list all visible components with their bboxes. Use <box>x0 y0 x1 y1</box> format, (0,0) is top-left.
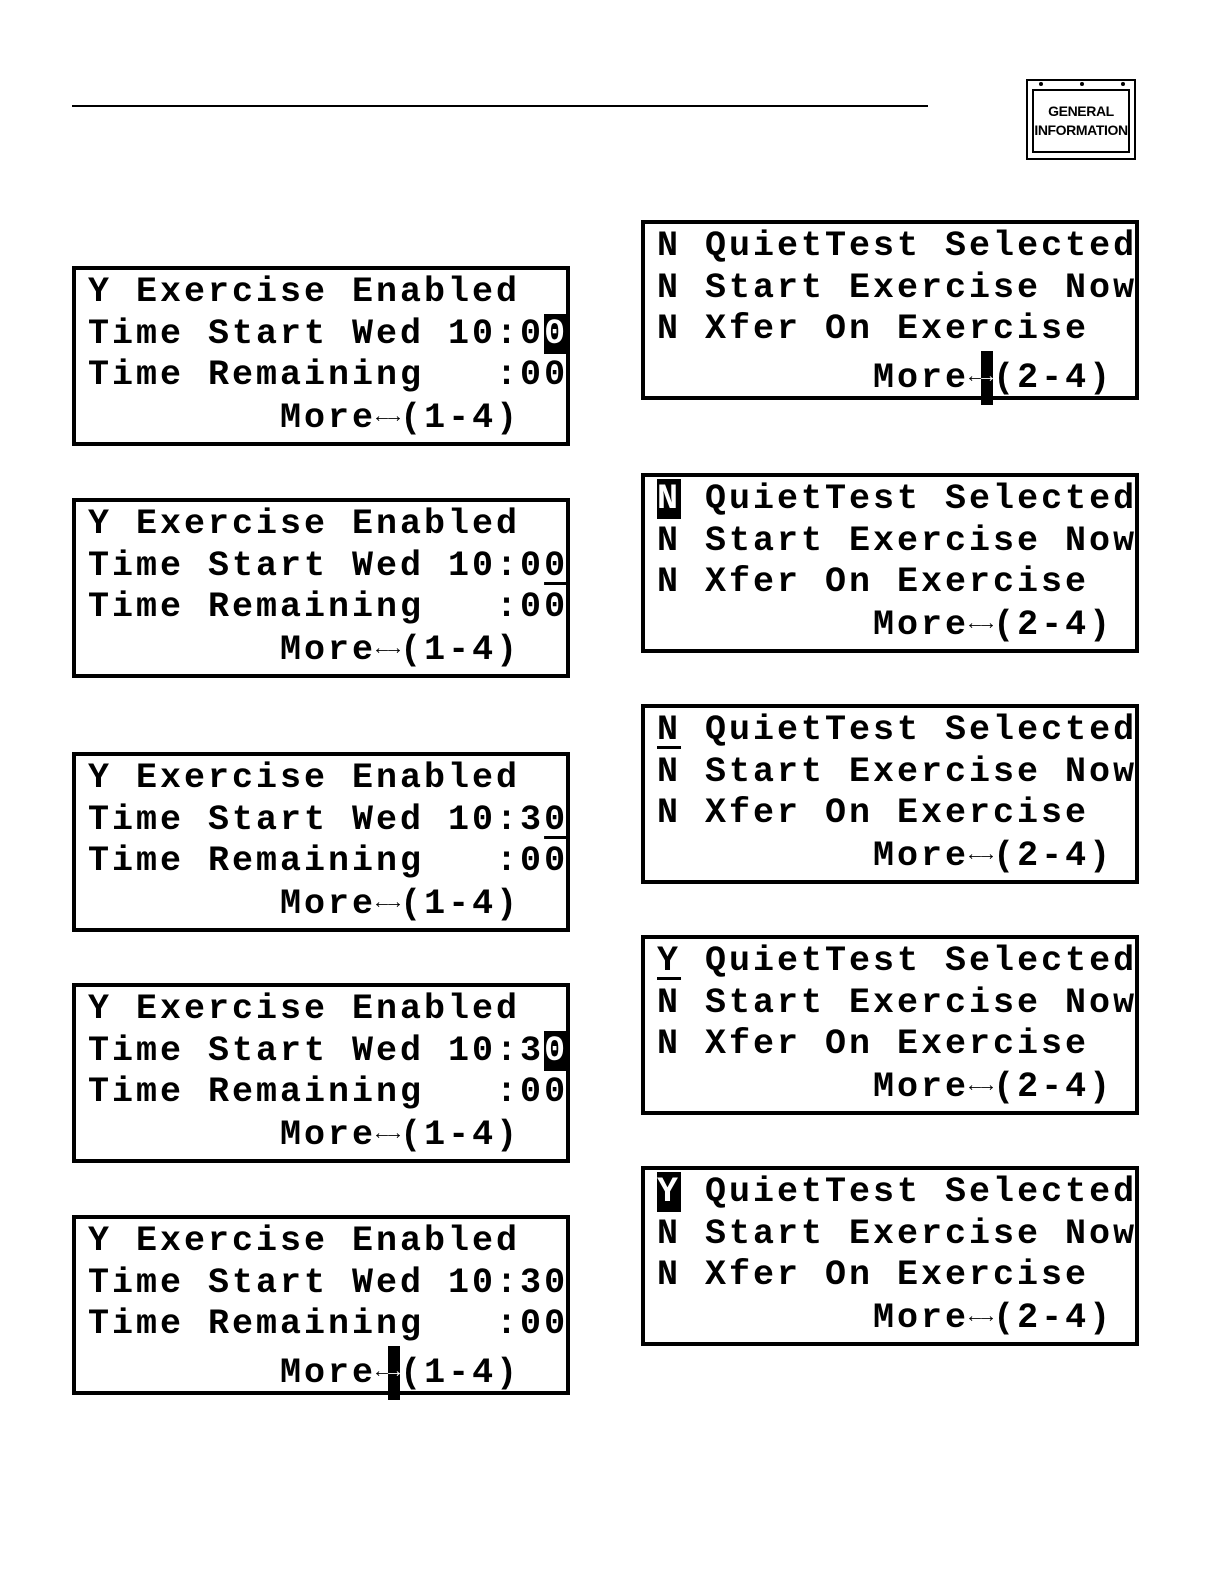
lcd-line-start-exercise: N Start Exercise Now <box>657 982 1138 1023</box>
more-arrows-icon <box>969 604 993 646</box>
more-arrows-icon <box>969 351 993 405</box>
quiettest-flag-cursor: Y <box>657 941 682 981</box>
lcd-display-quiettest-3 <box>641 704 1139 884</box>
more-arrows-icon <box>969 1066 993 1108</box>
time-remaining-digit: 0 <box>544 1304 569 1345</box>
cursor-minute-digit: 0 <box>544 313 569 354</box>
more-label: More <box>657 358 970 399</box>
lcd-line-time-start <box>88 313 569 356</box>
lcd-line-xfer: N Xfer On Exercise <box>657 1255 1090 1296</box>
lcd-line-exercise-enabled: Y Exercise Enabled <box>88 758 521 798</box>
header-rule <box>72 105 928 107</box>
page-indicator: (2-4) <box>993 836 1114 877</box>
lcd-line-more <box>657 835 1135 877</box>
lcd-line-xfer: N Xfer On Exercise <box>657 562 1090 603</box>
tab-rivet-icon <box>1080 82 1084 86</box>
left-arrow-icon: ← <box>969 366 982 390</box>
lcd-line-xfer: N Xfer On Exercise <box>657 793 1090 834</box>
lcd-line-time-start <box>88 799 569 842</box>
quiettest-flag-cursor: Y <box>657 1172 682 1212</box>
more-arrows-icon <box>376 629 400 671</box>
lcd-line-more <box>88 629 566 671</box>
quiettest-flag: N <box>657 226 682 266</box>
lcd-line-more <box>88 883 566 925</box>
lcd-line-quiettest <box>657 479 1138 521</box>
lcd-line-start-exercise: N Start Exercise Now <box>657 751 1138 792</box>
quiettest-text: QuietTest Selected <box>681 941 1138 981</box>
left-arrow-icon: ← <box>969 1075 982 1099</box>
more-arrows-icon <box>376 883 400 925</box>
time-remaining-text: Time Remaining :0 <box>88 841 545 882</box>
time-remaining-digit: 0 <box>544 587 569 628</box>
more-label: More <box>657 1298 970 1339</box>
lcd-display-exercise-3 <box>72 752 570 932</box>
left-arrow-icon: ← <box>376 1123 389 1147</box>
more-label: More <box>657 836 970 877</box>
cursor-minute-digit: 0 <box>544 545 569 586</box>
time-start-text: Time Start Wed 10:3 <box>88 799 545 840</box>
tab-rivet-icon <box>1121 82 1125 86</box>
lcd-display-exercise-2 <box>72 498 570 678</box>
time-remaining-digit: 0 <box>544 1072 569 1113</box>
right-arrow-icon: → <box>388 1123 401 1147</box>
page-indicator: (2-4) <box>993 1067 1114 1108</box>
lcd-line-more <box>657 1066 1135 1108</box>
lcd-line-more <box>657 604 1135 646</box>
tab-label-line1: GENERAL <box>1048 103 1114 119</box>
cursor-minute-digit: 0 <box>544 1030 569 1071</box>
right-arrow-cursor-icon: → <box>388 1346 400 1400</box>
lcd-display-exercise-1 <box>72 266 570 446</box>
lcd-line-quiettest <box>657 226 1138 268</box>
right-arrow-icon: → <box>981 613 994 637</box>
lcd-line-quiettest <box>657 710 1138 752</box>
right-arrow-icon: → <box>981 844 994 868</box>
time-remaining-text: Time Remaining :0 <box>88 1304 545 1345</box>
minute-digit: 0 <box>544 1262 569 1303</box>
time-remaining-text: Time Remaining :0 <box>88 1072 545 1113</box>
tab-label-line2: INFORMATION <box>1034 122 1128 138</box>
more-arrows-icon <box>969 1297 993 1339</box>
quiettest-text: QuietTest Selected <box>681 479 1138 519</box>
lcd-line-exercise-enabled: Y Exercise Enabled <box>88 989 521 1029</box>
lcd-line-quiettest <box>657 1172 1138 1214</box>
right-arrow-icon: → <box>388 638 401 662</box>
time-start-text: Time Start Wed 10:3 <box>88 1262 545 1303</box>
more-label: More <box>280 398 377 439</box>
more-arrows-icon <box>376 397 400 439</box>
lcd-line-more <box>657 1297 1135 1339</box>
lcd-line-time-start <box>88 1262 569 1305</box>
lcd-line-time-start <box>88 1030 569 1073</box>
right-arrow-icon: → <box>981 1306 994 1330</box>
lcd-line-exercise-enabled: Y Exercise Enabled <box>88 504 521 544</box>
left-arrow-icon: ← <box>376 406 389 430</box>
page-indicator: (1-4) <box>400 1115 521 1156</box>
more-label: More <box>657 1067 970 1108</box>
left-arrow-icon: ← <box>969 844 982 868</box>
right-arrow-icon: → <box>388 892 401 916</box>
lcd-line-more <box>657 351 1135 399</box>
lcd-line-more <box>88 1114 566 1156</box>
time-start-text: Time Start Wed 10:0 <box>88 313 545 354</box>
more-label: More <box>657 605 970 646</box>
lcd-display-exercise-5 <box>72 1215 570 1395</box>
general-information-tab <box>1026 79 1136 160</box>
lcd-line-start-exercise: N Start Exercise Now <box>657 267 1138 308</box>
time-remaining-digit: 0 <box>544 355 569 396</box>
lcd-display-exercise-4 <box>72 983 570 1163</box>
left-arrow-icon: ← <box>969 613 982 637</box>
page-indicator: (2-4) <box>993 1298 1114 1339</box>
time-remaining-text: Time Remaining :0 <box>88 355 545 396</box>
time-remaining-text: Time Remaining :0 <box>88 587 545 628</box>
lcd-display-quiettest-2 <box>641 473 1139 653</box>
right-arrow-icon: → <box>388 406 401 430</box>
lcd-display-quiettest-5 <box>641 1166 1139 1346</box>
quiettest-text: QuietTest Selected <box>681 226 1138 266</box>
more-arrows-icon <box>376 1346 400 1400</box>
left-arrow-icon: ← <box>376 892 389 916</box>
left-arrow-icon: ← <box>969 1306 982 1330</box>
lcd-line-xfer: N Xfer On Exercise <box>657 309 1090 350</box>
lcd-line-time-remaining <box>88 587 569 629</box>
lcd-line-xfer: N Xfer On Exercise <box>657 1024 1090 1065</box>
tab-label <box>1032 89 1130 153</box>
lcd-line-start-exercise: N Start Exercise Now <box>657 520 1138 561</box>
lcd-line-more <box>88 1346 566 1394</box>
page-indicator: (2-4) <box>993 358 1114 399</box>
lcd-line-time-remaining <box>88 841 569 883</box>
more-label: More <box>280 630 377 671</box>
lcd-line-quiettest <box>657 941 1138 983</box>
lcd-line-exercise-enabled: Y Exercise Enabled <box>88 1221 521 1261</box>
right-arrow-cursor-icon: → <box>981 351 993 405</box>
quiettest-flag-cursor: N <box>657 479 682 519</box>
lcd-display-quiettest-1 <box>641 220 1139 400</box>
quiettest-flag-cursor: N <box>657 710 682 750</box>
lcd-display-quiettest-4 <box>641 935 1139 1115</box>
page-indicator: (1-4) <box>400 884 521 925</box>
cursor-minute-digit: 0 <box>544 799 569 840</box>
page-indicator: (2-4) <box>993 605 1114 646</box>
lcd-line-start-exercise: N Start Exercise Now <box>657 1213 1138 1254</box>
page-indicator: (1-4) <box>400 398 521 439</box>
page-indicator: (1-4) <box>400 630 521 671</box>
right-arrow-icon: → <box>981 1075 994 1099</box>
more-arrows-icon <box>969 835 993 877</box>
page-indicator: (1-4) <box>400 1353 521 1394</box>
tab-rivet-icon <box>1039 82 1043 86</box>
more-label: More <box>280 884 377 925</box>
time-remaining-digit: 0 <box>544 841 569 882</box>
quiettest-text: QuietTest Selected <box>681 1172 1138 1212</box>
time-start-text: Time Start Wed 10:3 <box>88 1030 545 1071</box>
more-arrows-icon <box>376 1114 400 1156</box>
lcd-line-exercise-enabled: Y Exercise Enabled <box>88 272 521 312</box>
lcd-line-time-start <box>88 545 569 588</box>
more-label: More <box>280 1115 377 1156</box>
left-arrow-icon: ← <box>376 638 389 662</box>
left-arrow-icon: ← <box>376 1361 389 1385</box>
more-label: More <box>280 1353 377 1394</box>
quiettest-text: QuietTest Selected <box>681 710 1138 750</box>
lcd-line-time-remaining <box>88 1072 569 1114</box>
lcd-line-more <box>88 397 566 439</box>
lcd-line-time-remaining <box>88 1304 569 1346</box>
lcd-line-time-remaining <box>88 355 569 397</box>
time-start-text: Time Start Wed 10:0 <box>88 545 545 586</box>
